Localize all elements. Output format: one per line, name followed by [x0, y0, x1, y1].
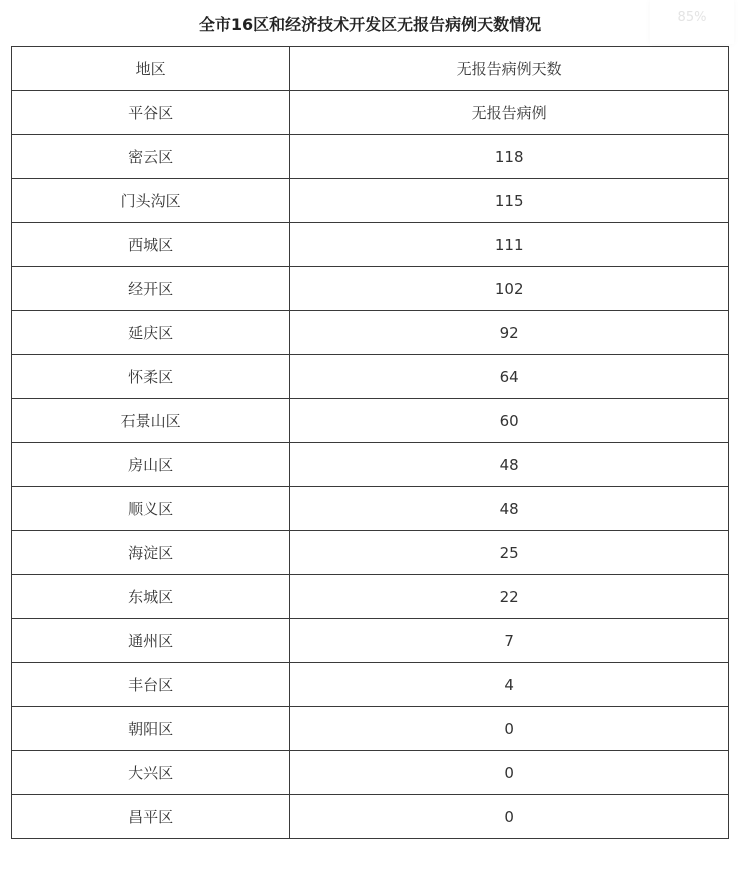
- region-cell: 怀柔区: [12, 355, 290, 399]
- table-row: [12, 575, 729, 619]
- table-row: [12, 91, 729, 135]
- table-row: [12, 267, 729, 311]
- days-cell: 118: [290, 135, 729, 179]
- table-row: [12, 311, 729, 355]
- table-row: [12, 487, 729, 531]
- days-cell: 7: [290, 619, 729, 663]
- region-cell: 门头沟区: [12, 179, 290, 223]
- region-cell: 延庆区: [12, 311, 290, 355]
- table-row: [12, 135, 729, 179]
- table-row: [12, 399, 729, 443]
- days-cell: 111: [290, 223, 729, 267]
- region-cell: 房山区: [12, 443, 290, 487]
- days-cell: 0: [290, 707, 729, 751]
- table-body: [12, 91, 729, 839]
- table-row: [12, 751, 729, 795]
- table-title: 全市16区和经济技术开发区无报告病例天数情况: [198, 15, 542, 34]
- days-cell: 4: [290, 663, 729, 707]
- days-cell: 48: [290, 443, 729, 487]
- no-cases-table: [11, 46, 729, 839]
- days-cell: 25: [290, 531, 729, 575]
- table-row: [12, 531, 729, 575]
- region-cell: 经开区: [12, 267, 290, 311]
- table-header-row: [12, 47, 729, 91]
- table-row: [12, 179, 729, 223]
- table-row: [12, 707, 729, 751]
- zoom-indicator[interactable]: 85%: [650, 0, 734, 44]
- table-row: [12, 619, 729, 663]
- region-cell: 石景山区: [12, 399, 290, 443]
- region-cell: 昌平区: [12, 795, 290, 839]
- region-cell: 通州区: [12, 619, 290, 663]
- table-row: [12, 443, 729, 487]
- days-cell: 22: [290, 575, 729, 619]
- region-cell: 平谷区: [12, 91, 290, 135]
- region-cell: 丰台区: [12, 663, 290, 707]
- region-cell: 西城区: [12, 223, 290, 267]
- days-cell: 64: [290, 355, 729, 399]
- table-row: [12, 663, 729, 707]
- days-cell: 0: [290, 795, 729, 839]
- header-region: 地区: [12, 47, 290, 91]
- header-days: 无报告病例天数: [290, 47, 729, 91]
- days-cell: 无报告病例: [290, 91, 729, 135]
- region-cell: 海淀区: [12, 531, 290, 575]
- days-cell: 0: [290, 751, 729, 795]
- region-cell: 东城区: [12, 575, 290, 619]
- table-row: [12, 795, 729, 839]
- region-cell: 顺义区: [12, 487, 290, 531]
- region-cell: 大兴区: [12, 751, 290, 795]
- region-cell: 密云区: [12, 135, 290, 179]
- days-cell: 48: [290, 487, 729, 531]
- table-row: [12, 223, 729, 267]
- region-cell: 朝阳区: [12, 707, 290, 751]
- days-cell: 115: [290, 179, 729, 223]
- days-cell: 60: [290, 399, 729, 443]
- days-cell: 92: [290, 311, 729, 355]
- days-cell: 102: [290, 267, 729, 311]
- table-row: [12, 355, 729, 399]
